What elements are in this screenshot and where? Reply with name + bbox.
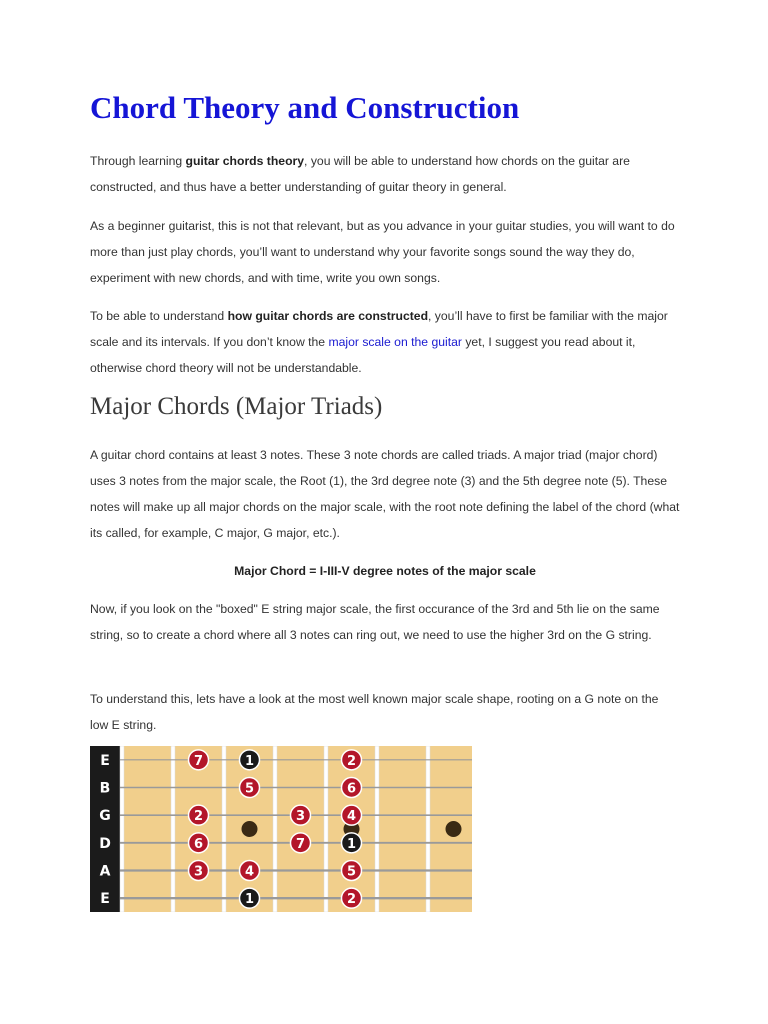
triad-paragraph: A guitar chord contains at least 3 notes. These 3 note chords are called triads. A major triad (major chord) uses 3 notes from the major scale, the Root (1), the 3rd degree note (3) and the 5th degree note (5). These notes will make up all major chords on the major scale, with the root note defining the label of the chord (what its called, for example, C major, G major, etc.). xyxy=(90,448,680,540)
fret-inlay-icon xyxy=(446,821,462,837)
note-degree-label: 1 xyxy=(244,753,255,769)
note-degree-label: 4 xyxy=(244,864,255,880)
fret-inlay-icon xyxy=(242,821,258,837)
note-degree-label: 7 xyxy=(295,836,306,852)
fret-wire xyxy=(375,746,379,912)
note-degree-label: 2 xyxy=(193,809,204,825)
scale-shape-paragraph: To understand this, lets have a look at the most well known major scale shape, rooting on a G note on the low E string. xyxy=(90,692,659,732)
fret-wire xyxy=(426,746,430,912)
note-degree-label: 3 xyxy=(295,809,306,825)
string-name-label: B xyxy=(99,780,111,797)
fret-wire xyxy=(120,746,124,912)
string-name-label: A xyxy=(99,863,111,880)
section-heading: Major Chords (Major Triads) xyxy=(90,393,383,420)
major-chord-formula: Major Chord = I-III-V degree notes of the major scale xyxy=(234,564,536,578)
fret-wire xyxy=(273,746,277,912)
fret-wire xyxy=(324,746,328,912)
note-degree-label: 5 xyxy=(346,864,357,880)
string-name-label: G xyxy=(99,808,111,825)
string-name-label: D xyxy=(99,835,111,852)
note-degree-label: 4 xyxy=(346,809,357,825)
page-title: Chord Theory and Construction xyxy=(90,90,520,125)
note-degree-label: 6 xyxy=(346,781,357,797)
note-degree-label: 3 xyxy=(193,864,204,880)
major-scale-link[interactable]: major scale on the guitar xyxy=(328,335,462,349)
text: Through learning xyxy=(90,154,186,168)
fretboard-diagram xyxy=(90,746,472,912)
note-degree-label: 5 xyxy=(244,781,255,797)
fret-wire xyxy=(171,746,175,912)
note-degree-label: 7 xyxy=(193,753,204,769)
note-degree-label: 1 xyxy=(346,836,357,852)
text: To be able to understand xyxy=(90,309,228,323)
intro-paragraph-3 xyxy=(90,303,680,381)
text: , you will be able to understand how chords on the guitar are constructed, and thus have a better understanding of guitar theory in general. xyxy=(90,154,630,194)
fretboard-svg xyxy=(90,746,472,912)
fret-wire xyxy=(222,746,226,912)
text: , you’ll have to first be familiar with the major scale and its intervals. If you don’t know the xyxy=(90,309,668,349)
note-degree-label: 2 xyxy=(346,753,357,769)
text: yet, I suggest you read about it, otherwise chord theory will not be understandable. xyxy=(90,335,636,375)
bold-term: how guitar chords are constructed xyxy=(227,309,429,323)
boxed-scale-paragraph: Now, if you look on the "boxed" E string major scale, the first occurance of the 3rd and 5th lie on the same string, so to create a chord where all 3 notes can ring out, we need to use the higher 3rd on the G string. xyxy=(90,602,660,642)
string-name-label: E xyxy=(100,891,110,908)
string-name-label: E xyxy=(100,752,110,769)
intro-paragraph-1 xyxy=(90,148,680,200)
note-degree-label: 1 xyxy=(244,892,255,908)
intro-paragraph-2: As a beginner guitarist, this is not that relevant, but as you advance in your guitar studies, you will want to do more than just play chords, you’ll want to understand why your favorite songs sound the way they do, experiment with new chords, and with time, write you own songs. xyxy=(90,219,675,285)
note-degree-label: 2 xyxy=(346,892,357,908)
note-degree-label: 6 xyxy=(193,836,204,852)
nut-strip xyxy=(90,746,120,912)
bold-term: guitar chords theory xyxy=(185,154,305,168)
